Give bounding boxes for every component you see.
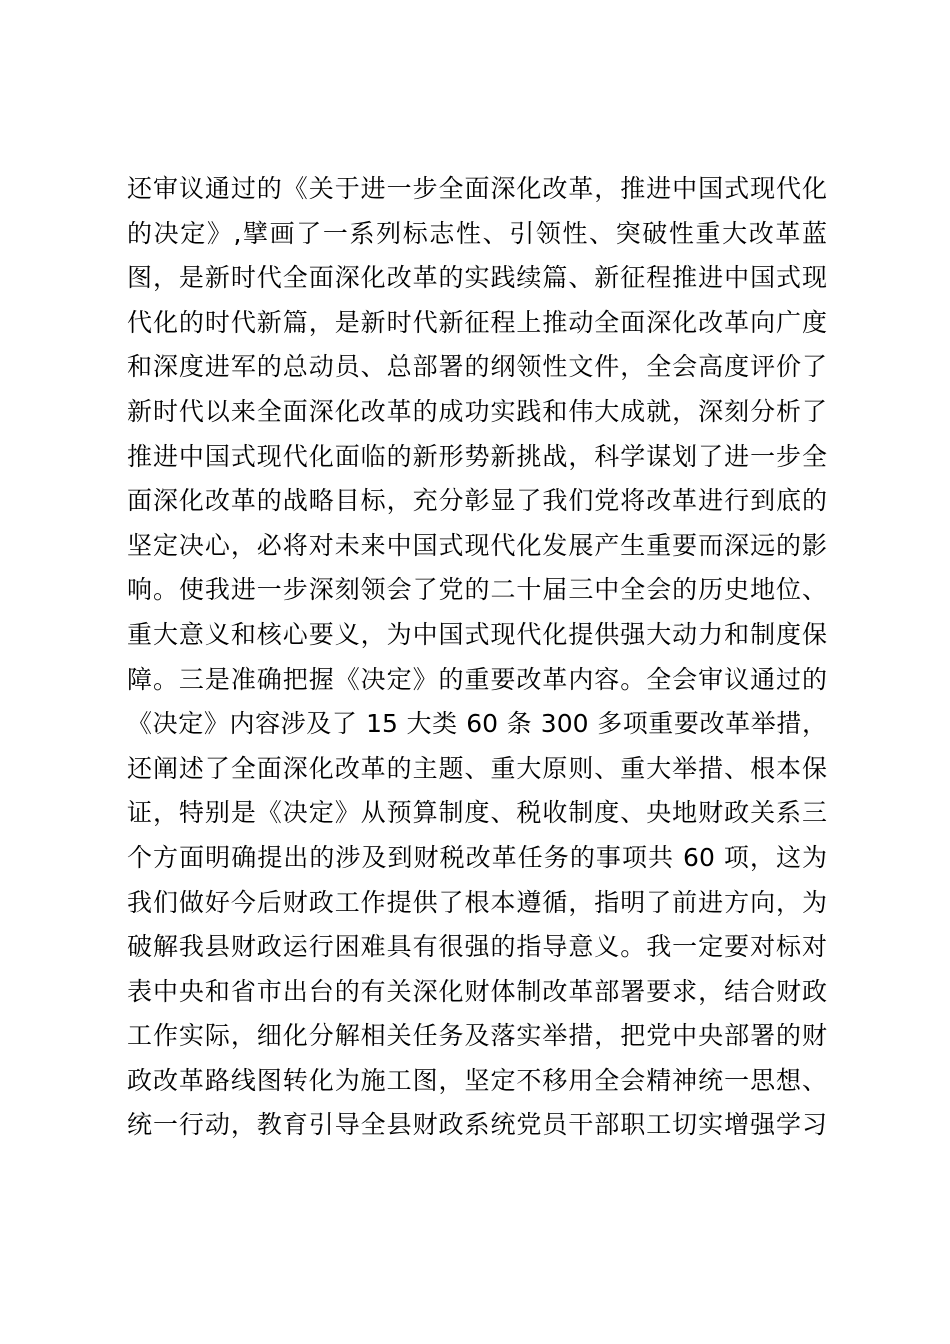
text-line: 面深化改革的战略目标，充分彰显了我们党将改革进行到底的 <box>127 486 827 516</box>
text-line: 统一行动，教育引导全县财政系统党员干部职工切实增强学习 <box>127 1110 827 1140</box>
text-line: 新时代以来全面深化改革的成功实践和伟大成就，深刻分析了 <box>127 396 827 426</box>
text-line: 工作实际，细化分解相关任务及落实举措，把党中央部署的财 <box>127 1021 827 1051</box>
text-line: 《决定》内容涉及了 15 大类 60 条 300 多项重要改革举措， <box>127 709 827 739</box>
text-line: 图，是新时代全面深化改革的实践续篇、新征程推进中国式现 <box>127 263 827 293</box>
text-line: 表中央和省市出台的有关深化财体制改革部署要求，结合财政 <box>127 976 827 1006</box>
text-line: 还阐述了全面深化改革的主题、重大原则、重大举措、根本保 <box>127 753 827 783</box>
text-line: 政改革路线图转化为施工图，坚定不移用全会精神统一思想、 <box>127 1065 827 1095</box>
text-line: 坚定决心，必将对未来中国式现代化发展产生重要而深远的影 <box>127 530 827 560</box>
text-line: 推进中国式现代化面临的新形势新挑战，科学谋划了进一步全 <box>127 441 827 471</box>
text-line: 破解我县财政运行困难具有很强的指导意义。我一定要对标对 <box>127 932 827 962</box>
text-line: 个方面明确提出的涉及到财税改革任务的事项共 60 项，这为 <box>127 842 827 872</box>
text-line: 障。三是准确把握《决定》的重要改革内容。全会审议通过的 <box>127 664 827 694</box>
text-line: 响。使我进一步深刻领会了党的二十届三中全会的历史地位、 <box>127 575 827 605</box>
text-line: 还审议通过的《关于进一步全面深化改革，推进中国式现代化 <box>127 174 827 203</box>
body-paragraph <box>127 167 827 1148</box>
text-line: 代化的时代新篇，是新时代新征程上推动全面深化改革向广度 <box>127 307 827 337</box>
text-line: 我们做好今后财政工作提供了根本遵循，指明了前进方向，为 <box>127 887 827 917</box>
text-line: 的决定》,擘画了一系列标志性、引领性、突破性重大改革蓝 <box>127 218 827 248</box>
text-line: 重大意义和核心要义，为中国式现代化提供强大动力和制度保 <box>127 619 827 649</box>
text-line: 和深度进军的总动员、总部署的纲领性文件，全会高度评价了 <box>127 352 827 382</box>
text-line: 证，特别是《决定》从预算制度、税收制度、央地财政关系三 <box>127 798 827 828</box>
